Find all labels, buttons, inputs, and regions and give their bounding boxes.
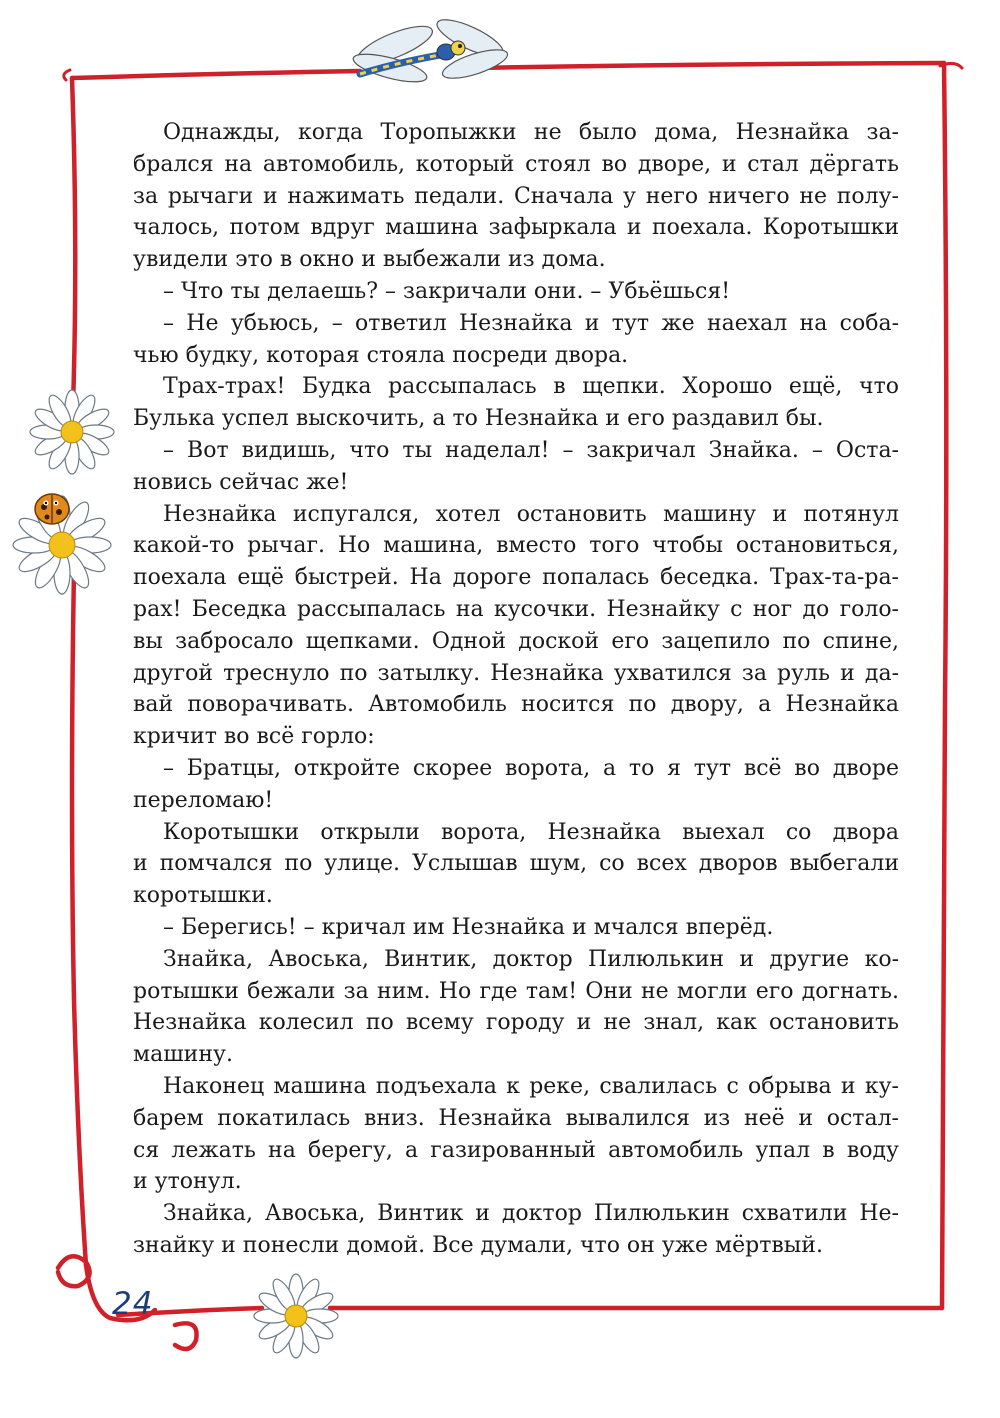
text-line: барем покатилась вниз. Незнайка вывалился из неё и остал- [133,1105,899,1131]
daisy-icon [254,1274,338,1358]
text-line: вы забросало щепками. Одной доской его зацепило по спине, [133,628,899,654]
text-line: чалось, потом вдруг машина зафыркала и поехала. Коротышки [133,215,899,241]
text-line: – Не убьюсь, – ответил Незнайка и тут же наехал на соба- [163,310,899,336]
ladybug-icon [35,494,69,524]
text-line: поехала ещё быстрей. На дороге попалась беседка. Трах-та-ра- [133,565,899,591]
text-line: коротышки. [133,883,273,909]
text-line: и помчался по улице. Услышав шум, со всех дворов выбегали [133,851,899,877]
frame-right-border [942,63,946,1308]
text-line: рах! Беседка рассыпалась на кусочки. Незнайку с ног до голо- [133,596,899,622]
text-line: увидели это в окно и выбежали из дома. [133,247,606,273]
text-line: вай поворачивать. Автомобиль носится по двору, а Незнайка [133,692,899,718]
frame-bottom-border [118,1308,942,1316]
text-line: переломаю! [133,787,274,813]
text-line: знайку и понесли домой. Все думали, что он уже мёртвый. [133,1232,823,1258]
text-line: чью будку, которая стояла посреди двора. [133,342,629,368]
text-line: Трах-трах! Будка рассыпалась в щепки. Хорошо ещё, что [163,374,899,400]
text-line: – Вот видишь, что ты наделал! – закричал Знайка. – Оста- [163,437,899,463]
text-line: Незнайка колесил по всему городу и не знал, как остановить [133,1010,899,1036]
dragonfly-icon [351,13,511,88]
text-line: и утонул. [133,1169,242,1195]
page-number: 24 [112,1286,154,1322]
text-line: брался на автомобиль, который стоял во дворе, и стал дёргать [133,151,899,177]
text-line: ротышки бежали за ним. Но где там! Они не могли его догнать. [133,978,899,1004]
text-line: новись сейчас же! [133,469,349,495]
text-line: Булька успел выскочить, а то Незнайка и его раздавил бы. [133,406,824,432]
daisy-icon [30,390,114,474]
text-line: кричит во всё горло: [133,724,375,750]
text-line: за рычаги и нажимать педали. Сначала у него ничего не полу- [133,183,899,209]
daisy-with-ladybug-icon [13,494,111,594]
text-line: – Берегись! – кричал им Незнайка и мчался вперёд. [163,914,774,940]
text-line: Знайка, Авоська, Винтик, доктор Пилюлькин и другие ко- [163,946,899,972]
text-line: – Что ты делаешь? – закричали они. – Убьёшься! [163,278,731,304]
frame-top-border [72,63,944,78]
text-line: Знайка, Авоська, Винтик и доктор Пилюлькин схватили Не- [163,1201,899,1227]
text-line: Наконец машина подъехала к реке, свалилась с обрыва и ку- [163,1073,899,1099]
text-line: машину. [133,1042,233,1068]
text-line: – Братцы, откройте скорее ворота, а то я тут всё во дворе [163,755,899,781]
text-line: какой-то рычаг. Но машина, вместо того чтобы остановиться, [133,533,899,559]
frame-left-border [72,78,86,1265]
text-line: Однажды, когда Торопыжки не было дома, Незнайка за- [163,120,899,145]
text-line: Коротышки открыли ворота, Незнайка выехал со двора [163,819,899,845]
text-line: другой треснуло по затылку. Незнайка ухватился за руль и да- [133,660,899,686]
text-line: Незнайка испугался, хотел остановить машину и потянул [163,501,899,527]
story-text [133,117,899,1262]
text-line: ся лежать на берегу, а газированный автомобиль упал в воду [133,1137,899,1163]
